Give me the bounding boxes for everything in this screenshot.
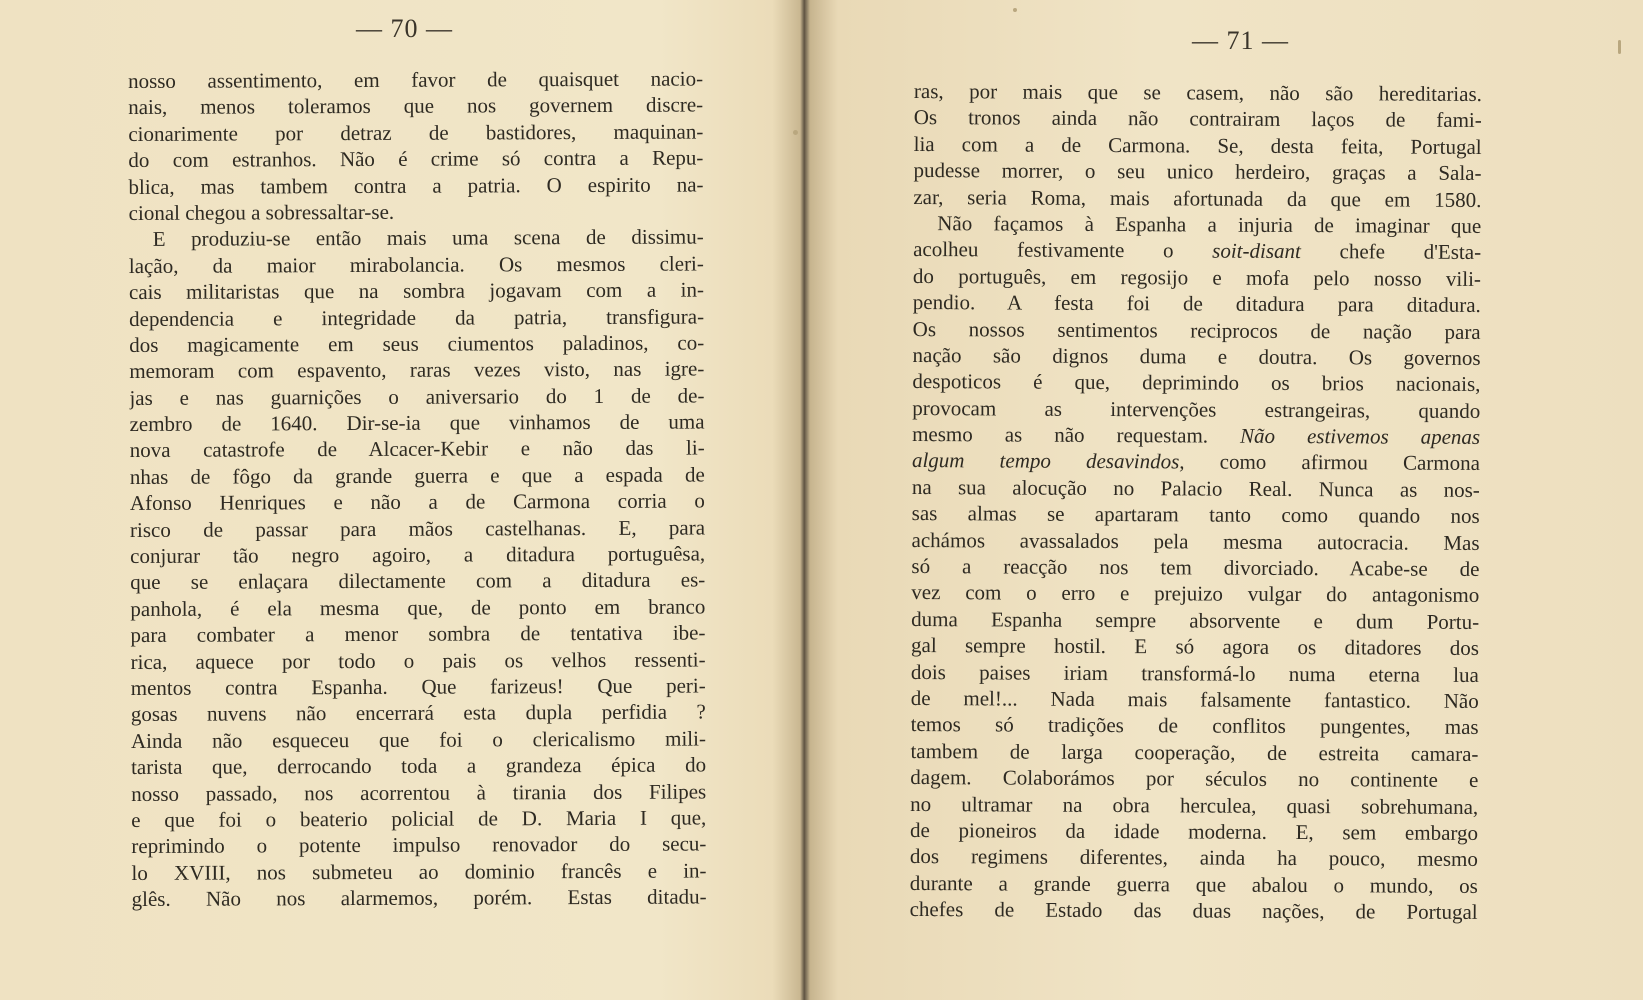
text-line [912,421,1480,450]
text-line: que se enlaçara dilectamente com a ditadura es- [130,567,706,595]
line-text: pendio. A festa foi de ditadura para ditadura. [912,290,1481,318]
text-line: mentos contra Espanha. Que farizeus! Que peri- [130,673,706,700]
text-line: cionarimente por detraz de bastidores, maquinan- [128,119,704,146]
text-line [911,685,1479,714]
text-line: glês. Não nos alarmemos, porém. Estas ditadu- [131,884,707,912]
text-line [910,843,1478,872]
text-line [911,632,1479,661]
text-line: nhas de fôgo da grande guerra e que a espada de [129,462,705,489]
text-line: para combater a menor sombra de tentativa ibe- [130,620,706,648]
line-text: nação são dignos duma e doutra. Os governos [912,342,1481,370]
line-text: dagem. Colaborámos por séculos no continente e [910,765,1479,793]
right-page [832,0,1643,1000]
text-line [914,131,1482,160]
line-text: dois paises iriam transformá-lo numa eterna lua [910,659,1479,687]
text-line [910,738,1478,767]
text-line [911,659,1479,688]
text-line [912,474,1480,503]
line-text: gal sempre hostil. E só agora os ditadores dos [910,633,1480,661]
text-line: do com estranhos. Não é crime só contra a Repu- [128,145,704,173]
text-line [911,579,1479,608]
italic-text: soit-disant [1212,238,1301,264]
italic-text: algum tempo desavindos, [911,448,1185,474]
text-line [912,368,1480,397]
text-line: reprimindo o potente impulso renovador do secu- [131,831,707,859]
line-text: mesmo as não requestam. [912,422,1241,448]
text-line [910,870,1478,899]
line-text: dos regimens diferentes, ainda ha pouco, mesmo [909,844,1478,872]
line-text: Os nossos sentimentos reciprocos de nação para [912,316,1481,344]
text-line: cional chegou a sobressaltar-se. [128,199,395,225]
text-line: dos magicamente em seus ciumentos paladinos, co- [129,330,705,357]
text-line [913,289,1481,318]
text-line: E produziu-se então mais uma scena de dissimu- [152,224,704,252]
italic-text: Não estivemos apenas [1239,423,1481,450]
line-text: Não façamos à Espanha a injuria de imaginar que [937,211,1482,238]
line-text: durante a grande guerra que abalou o mundo, os [909,870,1478,898]
line-text: despoticos é que, deprimindo os brios nacionais, [912,369,1481,397]
line-text: Os tronos ainda não contrairam laços de fami- [913,105,1482,133]
text-line: nosso passado, nos acorrentou à tirania dos Filipes [131,779,707,806]
text-line [910,896,1478,925]
text-line [912,447,1480,476]
line-text: duma Espanha sempre absorvente e dum Portu- [911,606,1480,634]
line-text: lia com a de Carmona. Se, desta feita, Portugal [913,131,1482,159]
text-line [913,316,1481,345]
text-line: lo XVIII, nos submeteu ao dominio francês e in- [131,858,707,885]
text-line [914,78,1482,107]
line-text: chefe d'Esta- [1300,239,1482,265]
page-number: — 70 — [356,14,453,43]
text-line [911,553,1479,582]
text-line [913,263,1481,292]
line-text: temos só tradições de conflitos pungentes, mas [910,712,1479,740]
text-line: tarista que, derrocando toda a grandeza épica do [130,752,707,780]
page-body-text [910,78,1482,925]
line-text: pudesse morrer, o seu unico herdeiro, graças a Sala- [913,158,1482,186]
text-line [910,764,1478,793]
line-text: achámos avassalados pela mesma autocracia. Mas [911,527,1480,555]
text-line: rica, aquece por todo o pais os velhos ressenti- [130,647,706,674]
text-line: jas e nas guarnições o aniversario do 1 de de- [129,383,705,410]
text-line [914,104,1482,133]
page-body-text [128,65,707,912]
text-line: lação, da maior mirabolancia. Os mesmos cleri- [128,251,704,278]
paper-mark [1618,40,1621,54]
text-line [912,395,1480,424]
text-line: blica, mas tambem contra a patria. O espirito na- [128,172,704,199]
text-line: nosso assentimento, em favor de quaisquet nacio- [128,66,704,93]
text-line [912,500,1480,529]
text-line [912,527,1480,556]
text-line [912,342,1480,371]
text-line: dependencia e integridade da patria, transfigura- [129,304,705,331]
text-line: Ainda não esqueceu que foi o clericalismo mili- [130,726,706,753]
line-text: do português, em regosijo e mofa pelo nosso vili- [912,263,1482,291]
line-text: de pioneiros da idade moderna. E, sem embargo [910,817,1479,845]
line-text: como afirmou Carmona [1184,449,1481,476]
line-text: zar, seria Roma, mais afortunada da que em 1580. [913,184,1482,212]
text-line [910,817,1478,846]
line-text: provocam as intervenções estrangeiras, quando [912,395,1481,423]
page-number: — 71 — [1192,26,1289,55]
text-line [913,157,1481,186]
line-text: acolheu festivamente o [913,237,1213,263]
line-text: vez com o erro e prejuizo vulgar do antagonismo [911,580,1480,608]
text-line: conjurar tão negro agoiro, a ditadura portuguêsa, [130,541,706,569]
paper-speck [793,130,798,135]
text-line: risco de passar para mãos castelhanas. E, para [129,515,706,542]
text-line [911,711,1479,740]
line-text: no ultramar na obra herculea, quasi sobrehumana, [910,791,1479,819]
line-text: ras, por mais que se casem, não são hereditarias. [913,78,1482,106]
line-text: na sua alocução no Palacio Real. Nunca as nos- [911,474,1480,502]
line-text: sas almas se apartaram tanto como quando nos [911,501,1480,529]
text-line [910,791,1478,820]
text-line [913,184,1481,213]
text-line [913,210,1481,239]
text-line: memoram com espavento, raras vezes visto, nas igre- [129,356,705,384]
text-line: nova catastrofe de Alcacer-Kebir e não das li- [129,435,705,463]
text-line: zembro de 1640. Dir-se-ia que vinhamos de uma [129,409,705,437]
line-text: só a reacção nos tem divorciado. Acabe-se de [911,554,1480,581]
text-line: e que foi o beaterio policial de D. Maria I que, [131,805,707,832]
text-line: panhola, é ela mesma que, de ponto em branco [130,594,706,621]
left-page [0,0,820,1000]
line-text: chefes de Estado das duas nações, de Portugal [909,897,1478,925]
text-line: gosas nuvens não encerrará esta dupla perfidia ? [130,699,706,727]
text-line [911,606,1479,635]
paper-speck [1013,8,1017,12]
line-text: de mel!... Nada mais falsamente fantastico. Não [910,685,1479,713]
text-line: cais militaristas que na sombra jogavam com a in- [128,277,705,305]
text-line: nais, menos toleramos que nos governem discre- [128,92,704,120]
text-line: Afonso Henriques e não a de Carmona corria o [129,488,705,516]
line-text: tambem de larga cooperação, de estreita camara- [910,738,1479,766]
text-line [913,236,1481,265]
